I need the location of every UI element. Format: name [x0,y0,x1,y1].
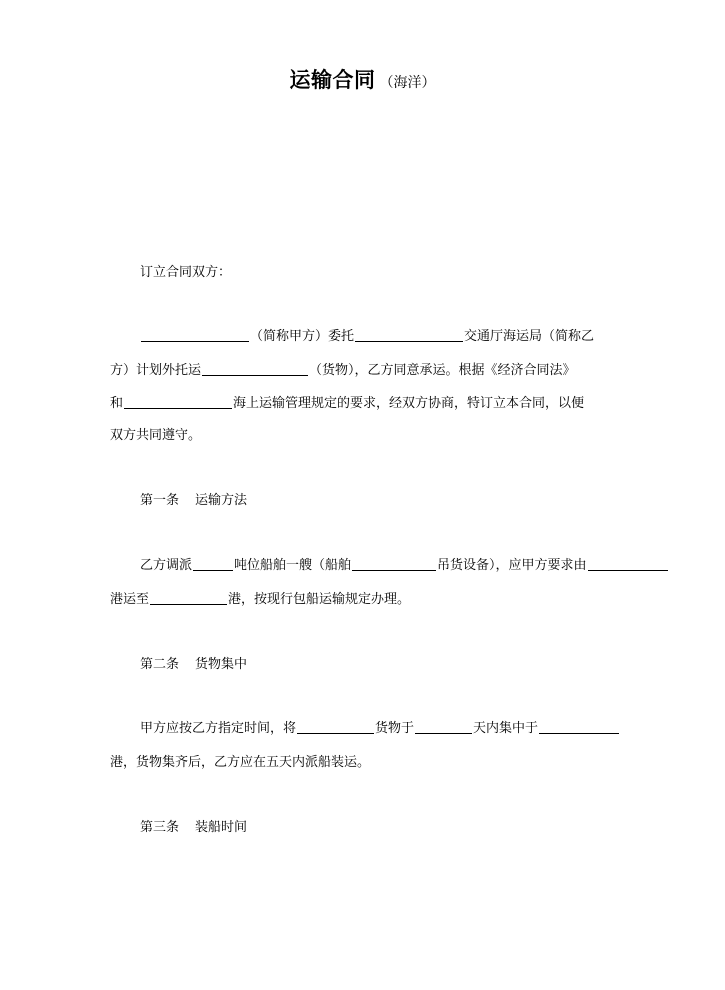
blank-cargo[interactable] [297,721,374,734]
title-subtitle: （海洋） [379,75,436,91]
preamble-text-2a: 方）计划外托运 [110,363,202,378]
blank-departure-port[interactable] [588,558,668,571]
article-1-text-2a: 港运至 [110,592,150,607]
blank-regulation[interactable] [124,396,232,409]
article-3-heading [140,820,247,836]
article-1-text-1a: 乙方调派 [140,558,193,573]
article-1-text-1b: 吨位船舶一艘（船舶 [234,558,352,573]
preamble-text-1a: （简称甲方）委托 [250,329,355,344]
preamble-line-2 [110,363,576,379]
article-2-text-1b: 货物于 [375,721,415,736]
article-2-line-2: 港，货物集齐后，乙方应在五天内派船装运。 [110,755,371,770]
parties-heading: 订立合同双方： [140,265,232,280]
article-3-number: 第三条 [140,820,180,835]
article-1-line-1 [140,558,669,574]
preamble-text-3a: 和 [110,396,124,411]
blank-ship-equipment[interactable] [352,558,436,571]
article-1-line-2 [110,592,410,608]
article-1-text-2b: 港，按现行包船运输规定办理。 [228,592,411,607]
article-2-text-1c: 天内集中于 [473,721,539,736]
article-2-text-1a: 甲方应按乙方指定时间，将 [140,721,297,736]
article-2-title: 货物集中 [195,657,248,672]
article-1-number: 第一条 [140,493,180,508]
article-2-number: 第二条 [140,657,180,672]
preamble-line-4: 双方共同遵守。 [110,428,202,443]
document-title [0,64,725,94]
preamble-text-2b: （货物），乙方同意承运。根据《经济合同法》 [309,363,576,378]
article-3-title: 装船时间 [195,820,248,835]
preamble-text-1b: 交通厅海运局（简称乙 [464,329,595,344]
preamble-text-3b: 海上运输管理规定的要求，经双方协商，特订立本合同，以便 [233,396,585,411]
article-2-heading [140,657,247,673]
blank-gathering-port[interactable] [539,721,619,734]
blank-goods[interactable] [202,363,308,376]
blank-tonnage[interactable] [193,558,233,571]
preamble-line-1 [140,329,594,345]
article-1-title: 运输方法 [195,493,248,508]
blank-party-a[interactable] [141,329,249,342]
article-2-line-1 [140,721,620,737]
blank-province[interactable] [355,329,463,342]
preamble-line-3 [110,396,584,412]
title-main: 运输合同 [289,68,376,92]
article-1-text-1c: 吊货设备），应甲方要求由 [437,558,587,573]
blank-destination-port[interactable] [150,592,227,605]
article-1-heading [140,493,247,509]
blank-days[interactable] [415,721,472,734]
